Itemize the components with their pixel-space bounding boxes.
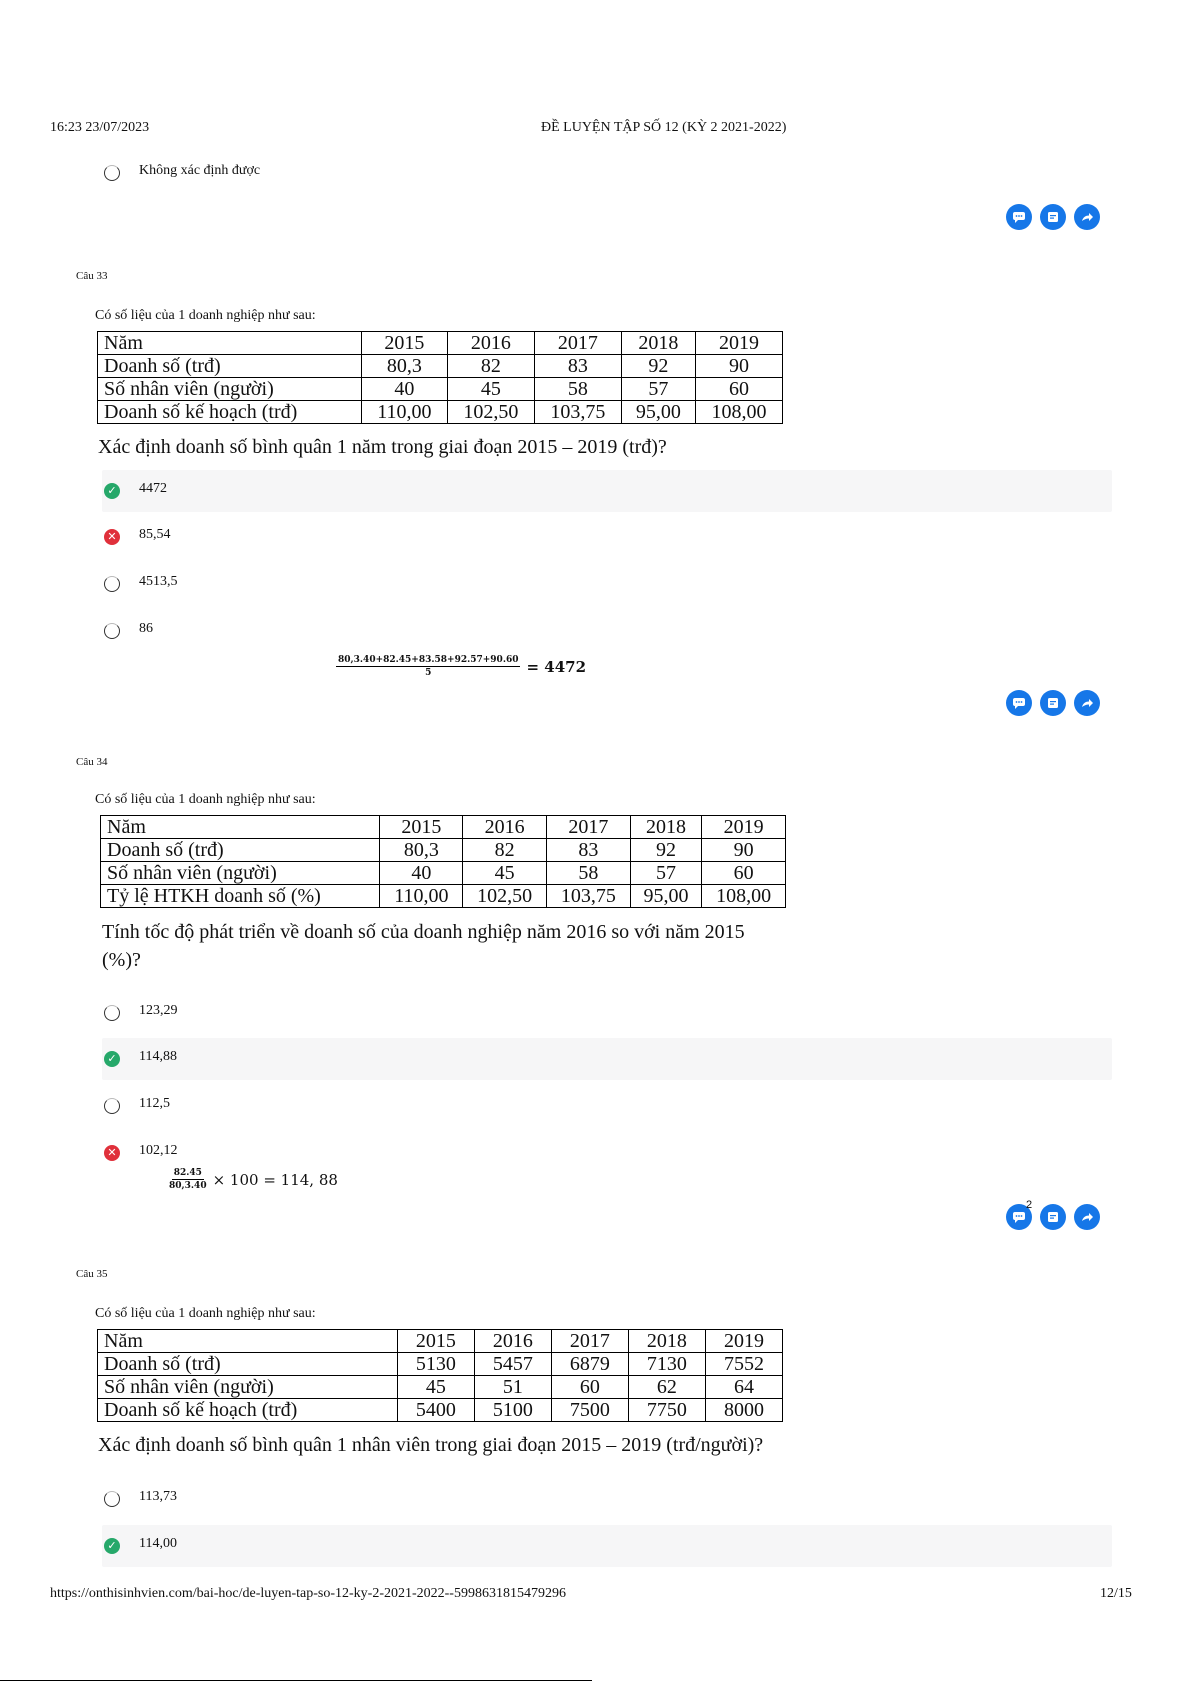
question-actions [1006,690,1102,716]
table-row [98,378,783,401]
table-cell: Doanh số kế hoạch (trđ) [98,401,362,424]
option-text: 114,00 [139,1536,177,1551]
comment-count-badge: 2 [1026,1199,1033,1211]
radio-icon [104,1005,120,1021]
formula-denominator: 80,3.40 [169,1181,207,1191]
question-text: Xác định doanh số bình quân 1 nhân viên trong giai đoạn 2015 – 2019 (trđ/người)? [98,1434,764,1456]
option-item[interactable] [102,610,1112,652]
question-intro: Có số liệu của 1 doanh nghiệp như sau: [95,792,316,807]
table-cell: 45 [463,862,547,885]
data-table [97,331,783,424]
note-icon [1046,696,1060,710]
table-row [98,1376,783,1399]
table-cell: 8000 [705,1399,782,1422]
note-button[interactable] [1040,204,1066,230]
table-cell: 40 [361,378,447,401]
question-intro: Có số liệu của 1 doanh nghiệp như sau: [95,1306,316,1321]
table-cell: 108,00 [702,885,786,908]
option-text: 102,12 [139,1143,178,1158]
option-item[interactable] [102,152,1112,194]
table-row [101,862,786,885]
table-cell: 58 [534,378,621,401]
table-cell: 7130 [628,1353,705,1376]
table-row [98,1399,783,1422]
question-text-continued: (%)? [102,949,141,971]
table-cell: 7552 [705,1353,782,1376]
check-icon: ✓ [104,483,120,499]
formula-numerator: 80,3.40+82.45+83.58+92.57+90.60 [338,655,519,665]
check-icon: ✓ [104,1538,120,1554]
share-icon [1080,210,1094,224]
option-item[interactable] [102,516,1112,558]
option-item[interactable] [102,470,1112,512]
table-cell: Số nhân viên (người) [98,378,362,401]
formula-result: = 4472 [526,657,587,676]
share-button[interactable] [1074,1204,1100,1230]
option-item[interactable] [102,1478,1112,1520]
radio-icon [104,1491,120,1507]
cross-icon: ✕ [104,529,120,545]
table-cell: 2018 [621,332,695,355]
question-number: Câu 35 [76,1268,108,1280]
table-cell: 82 [447,355,534,378]
table-row [98,355,783,378]
table-cell: 83 [534,355,621,378]
table-row [98,1330,783,1353]
data-table [100,815,786,908]
table-cell: 2016 [463,816,547,839]
table-cell: 110,00 [361,401,447,424]
radio-icon [104,576,120,592]
table-cell: Năm [98,1330,398,1353]
option-text: 113,73 [139,1489,177,1504]
table-cell: 5130 [397,1353,474,1376]
table-cell: 45 [447,378,534,401]
table-cell: 2019 [702,816,786,839]
table-cell: 2017 [534,332,621,355]
question-number: Câu 33 [76,270,108,282]
cross-icon: ✕ [104,1145,120,1161]
table-row [98,1353,783,1376]
table-cell: Số nhân viên (người) [98,1376,398,1399]
table-cell: Số nhân viên (người) [101,862,380,885]
radio-icon [104,623,120,639]
table-cell: 2015 [361,332,447,355]
option-text: 4472 [139,481,167,496]
comment-icon [1012,210,1026,224]
question-number: Câu 34 [76,756,108,768]
question-actions [1006,1199,1102,1230]
table-cell: 92 [630,839,701,862]
table-cell: 92 [621,355,695,378]
table-cell: 2017 [551,1330,628,1353]
question-actions [1006,204,1102,230]
table-row [98,332,783,355]
table-cell: 7500 [551,1399,628,1422]
table-cell: 2016 [447,332,534,355]
radio-icon [104,165,120,181]
table-row [101,885,786,908]
table-row [101,839,786,862]
comment-button[interactable] [1006,204,1032,230]
table-cell: 57 [630,862,701,885]
table-cell: 80,3 [361,355,447,378]
option-item[interactable] [102,1085,1112,1127]
share-button[interactable] [1074,690,1100,716]
table-cell: 51 [474,1376,551,1399]
option-text: 85,54 [139,527,171,542]
table-cell: 2017 [547,816,631,839]
share-icon [1080,1210,1094,1224]
formula-numerator: 82.45 [173,1168,202,1178]
table-cell: 82 [463,839,547,862]
option-item[interactable] [102,1525,1112,1567]
table-cell: 90 [695,355,782,378]
table-cell: 110,00 [380,885,463,908]
table-cell: 58 [547,862,631,885]
table-cell: 83 [547,839,631,862]
table-cell: 64 [705,1376,782,1399]
formula-denominator: 5 [425,668,432,678]
table-cell: 45 [397,1376,474,1399]
table-cell: 2019 [695,332,782,355]
table-cell: 103,75 [547,885,631,908]
table-cell: 57 [621,378,695,401]
note-icon [1046,1210,1060,1224]
table-cell: 2018 [630,816,701,839]
table-cell: 40 [380,862,463,885]
table-row [98,401,783,424]
table-cell: 2019 [705,1330,782,1353]
comment-button[interactable] [1006,690,1032,716]
divider [0,1680,592,1681]
table-cell: 5457 [474,1353,551,1376]
table-cell: 103,75 [534,401,621,424]
table-row [101,816,786,839]
table-cell: 60 [695,378,782,401]
table-cell: 2015 [397,1330,474,1353]
option-text: 123,29 [139,1003,178,1018]
table-cell: 62 [628,1376,705,1399]
formula-result: × 100 = 114, 88 [212,1170,338,1189]
table-cell: Doanh số (trđ) [98,355,362,378]
table-cell: 95,00 [630,885,701,908]
page-number: 12/15 [1100,1586,1132,1601]
table-cell: Doanh số kế hoạch (trđ) [98,1399,398,1422]
option-text: 114,88 [139,1049,177,1064]
table-cell: Năm [101,816,380,839]
option-item[interactable] [102,563,1112,605]
table-cell: 2018 [628,1330,705,1353]
table-cell: 6879 [551,1353,628,1376]
table-cell: Tỷ lệ HTKH doanh số (%) [101,885,380,908]
table-cell: 108,00 [695,401,782,424]
option-text: 112,5 [139,1096,170,1111]
table-cell: 5100 [474,1399,551,1422]
note-icon [1046,210,1060,224]
page-title: ĐỀ LUYỆN TẬP SỐ 12 (KỲ 2 2021-2022) [541,120,787,135]
table-cell: 7750 [628,1399,705,1422]
option-text: 86 [139,621,153,636]
note-button[interactable] [1040,690,1066,716]
explanation-formula [169,1168,338,1191]
option-item[interactable] [102,992,1112,1034]
table-cell: 80,3 [380,839,463,862]
table-cell: 2015 [380,816,463,839]
table-cell: 102,50 [447,401,534,424]
table-cell: Năm [98,332,362,355]
table-cell: 102,50 [463,885,547,908]
table-cell: 5400 [397,1399,474,1422]
comment-icon [1012,696,1026,710]
check-icon: ✓ [104,1051,120,1067]
table-cell: 95,00 [621,401,695,424]
table-cell: 60 [702,862,786,885]
table-cell: 90 [702,839,786,862]
share-icon [1080,696,1094,710]
page-url: https://onthisinhvien.com/bai-hoc/de-luyen-tap-so-12-ky-2-2021-2022--5998631815479296 [50,1586,566,1601]
option-item[interactable] [102,1038,1112,1080]
explanation-formula [336,655,586,678]
option-text: 4513,5 [139,574,178,589]
table-cell: Doanh số (trđ) [98,1353,398,1376]
question-text: Xác định doanh số bình quân 1 năm trong giai đoạn 2015 – 2019 (trđ)? [98,436,667,458]
question-intro: Có số liệu của 1 doanh nghiệp như sau: [95,308,316,323]
table-cell: 60 [551,1376,628,1399]
comment-icon [1012,1210,1026,1224]
option-text: Không xác định được [139,163,261,178]
note-button[interactable] [1040,1204,1066,1230]
radio-icon [104,1098,120,1114]
question-text: Tính tốc độ phát triển về doanh số của doanh nghiệp năm 2016 so với năm 2015 [102,921,745,943]
table-cell: Doanh số (trđ) [101,839,380,862]
data-table [97,1329,783,1422]
table-cell: 2016 [474,1330,551,1353]
print-datetime: 16:23 23/07/2023 [50,120,150,135]
share-button[interactable] [1074,204,1100,230]
